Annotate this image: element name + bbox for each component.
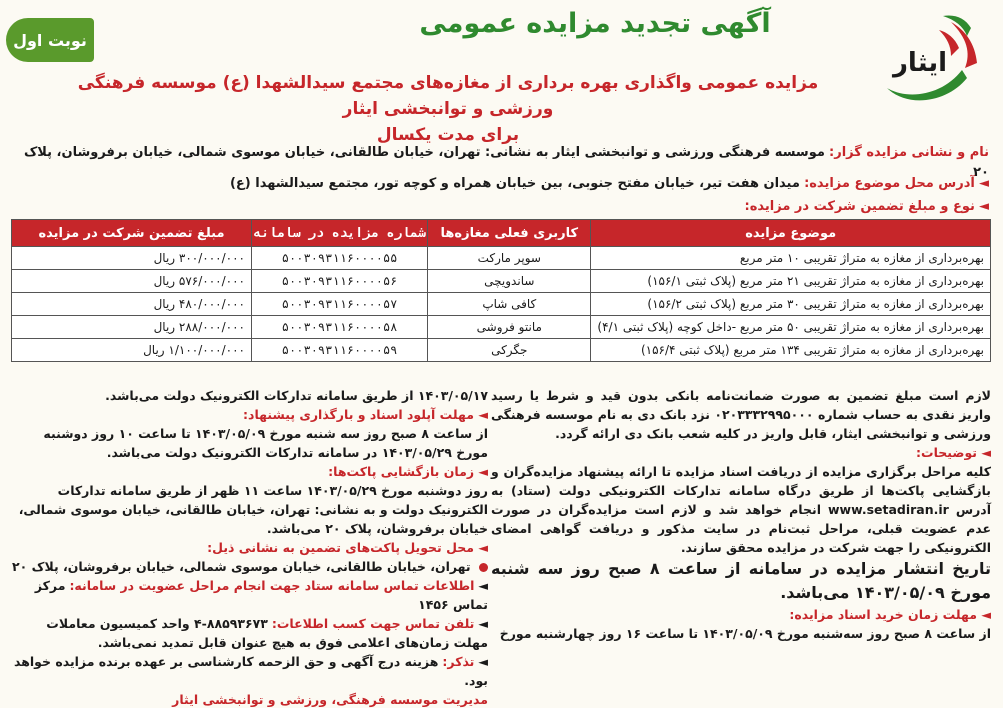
cell-subject: بهره‌برداری از مغازه به متراژ تقریبی ۱۰ متر مربع [591, 247, 991, 270]
purchase-label [491, 605, 991, 624]
delivery-address: تهران، خیابان طالقانی، خیابان موسوی شمالی، خیابان برفروشان، پلاک ۲۰ [12, 559, 471, 574]
logo-text: ایثار [892, 48, 947, 78]
contact-label: اطلاعات تماس سامانه ستاد جهت انجام مراحل عضویت در سامانه: [69, 578, 475, 593]
notes-label [491, 443, 991, 462]
organizer-value: موسسه فرهنگی ورزشی و توانبخشی ایثار به نشانی: تهران، خیابان طالقانی، خیابان موسوی شمالی، خیابان برفروشان، پلاک ۲۰ [23, 145, 989, 180]
cell-amount: ۱/۱۰۰/۰۰۰/۰۰۰ ریال [12, 339, 252, 362]
upload-label [10, 405, 488, 424]
cell-use: مانتو فروشی [428, 316, 591, 339]
cell-subject: بهره‌برداری از مغازه به متراژ تقریبی ۲۱ متر مربع (پلاک ثبتی ۱۵۶/۱) [591, 270, 991, 293]
triangle-bullet-icon: ◄ [979, 199, 989, 214]
cell-amount: ۴۸۰/۰۰۰/۰۰۰ ریال [12, 293, 252, 316]
cell-number: ۵۰۰۳۰۹۳۱۱۶۰۰۰۰۵۵ [252, 247, 428, 270]
delivery-label [10, 538, 488, 557]
header [0, 0, 1003, 78]
triangle-bullet-icon: ◄ [979, 176, 989, 191]
cell-amount: ۳۰۰/۰۰۰/۰۰۰ ریال [12, 247, 252, 270]
table-row [12, 339, 991, 362]
page-title: آگهی تجدید مزایده عمومی [419, 8, 771, 39]
publish-date-text: تاریخ انتشار مزایده در سامانه از ساعت ۸ صبح روز سه شنبه مورخ ۱۴۰۳/۰۵/۰۹ می‌باشد. [491, 559, 992, 602]
cell-use: سوپر مارکت [428, 247, 591, 270]
cell-subject: بهره‌برداری از مغازه به متراژ تقریبی ۵۰ متر مربع -داخل کوچه (پلاک ثبتی ۴/۱) [591, 316, 991, 339]
deposit-payment-text: لازم است مبلغ تضمین به صورت ضمانت‌نامه بانکی بدون قید و شرط یا رسید واریز نقدی به حساب شماره ۰۲۰۳۳۳۲۹۹۵۰۰۰ نزد بانک دی به نام موسسه فرهنگی ورزشی و توانبخشی ایثار، قابل واریز در کلیه شعب بانک دی ارائه گردد. [491, 388, 991, 441]
cell-use: کافی شاپ [428, 293, 591, 316]
deposit-row [14, 197, 989, 217]
address-label: آدرس محل موضوع مزایده: [804, 176, 975, 191]
cell-number: ۵۰۰۳۰۹۳۱۱۶۰۰۰۰۵۹ [252, 339, 428, 362]
header-use: کاربری فعلی مغازه‌ها [428, 220, 591, 247]
table-row [12, 247, 991, 270]
header-number: شماره مزایده در سامانه [252, 220, 428, 247]
cell-number: ۵۰۰۳۰۹۳۱۱۶۰۰۰۰۵۸ [252, 316, 428, 339]
purchase-end-text: ۱۴۰۳/۰۵/۱۷ از طریق سامانه تدارکات الکترونیک دولت می‌باشد. [105, 388, 488, 403]
cell-amount: ۵۷۶/۰۰۰/۰۰۰ ریال [12, 270, 252, 293]
phone-row [10, 614, 488, 633]
organizer-label: نام و نشانی مزایده گزار: [829, 145, 989, 160]
triangle-bullet-icon: ◄ [478, 654, 488, 669]
table-row [12, 316, 991, 339]
header-subject: موضوع مزایده [591, 220, 991, 247]
address-value: میدان هفت تیر، خیابان مفتح جنوبی، بین خیابان همراه و کوچه تور، مجتمع سیدالشهدا (ع) [229, 176, 800, 191]
delivery-label-text: محل تحویل پاکت‌های تضمین به نشانی ذیل: [207, 540, 475, 555]
opening-text: روز دوشنبه مورخ ۱۴۰۳/۰۵/۲۹ ساعت ۱۱ ظهر از طریق سامانه تدارکات الکترونیک دولت و به نشانی: تهران، خیابان طالقانی، خیابان موسوی شمالی، خیابان برفروشان، پلاک ۲۰ می‌باشد. [18, 483, 488, 536]
address-row [14, 174, 989, 194]
triangle-bullet-icon: ◄ [478, 578, 488, 593]
cell-use: جگرکی [428, 339, 591, 362]
triangle-bullet-icon: ◄ [478, 540, 488, 555]
opening-label-text: زمان بازگشایی پاکت‌ها: [328, 464, 475, 479]
notes-text: کلیه مراحل برگزاری مزایده از دریافت اسناد مزایده تا ارائه پیشنهاد مزایده‌گران و بازگشایی پاکت‌ها از طریق درگاه سامانه تدارکات الکترونیکی دولت (ستاد) به آدرس www.setadiran.ir انجام خواهد شد و لازم است مزایده‌گران در صورت عدم عضویت قبلی، مراحل ثبت‌نام در سایت مذکور و دریافت گواهی امضای الکترونیکی را جهت شرکت در مزایده محقق سازند. [491, 464, 991, 555]
remind-label: تذکر: [442, 654, 475, 669]
triangle-bullet-icon: ◄ [981, 445, 991, 460]
auction-table [11, 219, 991, 362]
table-header-row [12, 220, 991, 247]
left-column [10, 386, 488, 708]
edition-badge: نوبت اول [6, 18, 94, 62]
header-amount: مبلغ تضمین شرکت در مزایده [12, 220, 252, 247]
upload-text: از ساعت ۸ صبح روز سه شنبه مورخ ۱۴۰۳/۰۵/۰۹ تا ساعت ۱۰ روز دوشنبه مورخ ۱۴۰۳/۰۵/۲۹ در سامانه تدارکات الکترونیک دولت می‌باشد. [43, 426, 488, 460]
purchase-text: از ساعت ۸ صبح روز سه‌شنبه مورخ ۱۴۰۳/۰۵/۰۹ تا ساعت ۱۶ روز چهارشنبه مورخ [499, 626, 991, 641]
triangle-bullet-icon: ◄ [478, 464, 488, 479]
isar-logo [847, 8, 997, 118]
subtitle [58, 70, 838, 148]
cell-number: ۵۰۰۳۰۹۳۱۱۶۰۰۰۰۵۶ [252, 270, 428, 293]
cell-subject: بهره‌برداری از مغازه به متراژ تقریبی ۳۰ متر مربع (پلاک ثبتی ۱۵۶/۲) [591, 293, 991, 316]
table-row [12, 270, 991, 293]
table-row [12, 293, 991, 316]
signature: مدیریت موسسه فرهنگی، ورزشی و توانبخشی ایثار [172, 692, 488, 707]
phone-value: ۸۸۵۹۳۶۷۳-۴ واحد کمیسیون معاملات [46, 616, 268, 631]
cell-subject: بهره‌برداری از مغازه به متراژ تقریبی ۱۳۴ متر مربع (پلاک ثبتی ۱۵۶/۴) [591, 339, 991, 362]
remind-row [10, 652, 488, 690]
purchase-label-text: مهلت زمان خرید اسناد مزایده: [789, 607, 978, 622]
deposit-label: نوع و مبلغ تضمین شرکت در مزایده: [744, 199, 975, 214]
upload-label-text: مهلت آپلود اسناد و بارگذاری پیشنهاد: [243, 407, 475, 422]
triangle-bullet-icon: ◄ [478, 407, 488, 422]
contact-value: مرکز تماس ۱۴۵۶ [34, 578, 488, 612]
triangle-bullet-icon: ◄ [478, 616, 488, 631]
bullet-dot-icon [479, 563, 488, 572]
subtitle-line-1: مزایده عمومی واگذاری بهره برداری از مغازه‌های مجتمع سیدالشهدا (ع) موسسه فرهنگی ورزشی و توانبخشی ایثار [77, 73, 819, 119]
cell-number: ۵۰۰۳۰۹۳۱۱۶۰۰۰۰۵۷ [252, 293, 428, 316]
cell-use: ساندویچی [428, 270, 591, 293]
notes-label-text: توضیحات: [916, 445, 978, 460]
cell-amount: ۲۸۸/۰۰۰/۰۰۰ ریال [12, 316, 252, 339]
delivery-text [10, 557, 488, 576]
subtitle-line-2: برای مدت یکسال [376, 125, 520, 145]
opening-label [10, 462, 488, 481]
phone-label: تلفن تماس جهت کسب اطلاعات: [271, 616, 475, 631]
triangle-bullet-icon: ◄ [981, 607, 991, 622]
deadline-text: مهلت زمان‌های اعلامی فوق به هیچ عنوان قابل تمدید نمی‌باشد. [97, 635, 488, 650]
remind-value: هزینه درج آگهی و حق الزحمه کارشناسی بر عهده برنده مزایده خواهد بود. [13, 654, 488, 688]
contact-row [10, 576, 488, 614]
right-column [491, 386, 991, 643]
